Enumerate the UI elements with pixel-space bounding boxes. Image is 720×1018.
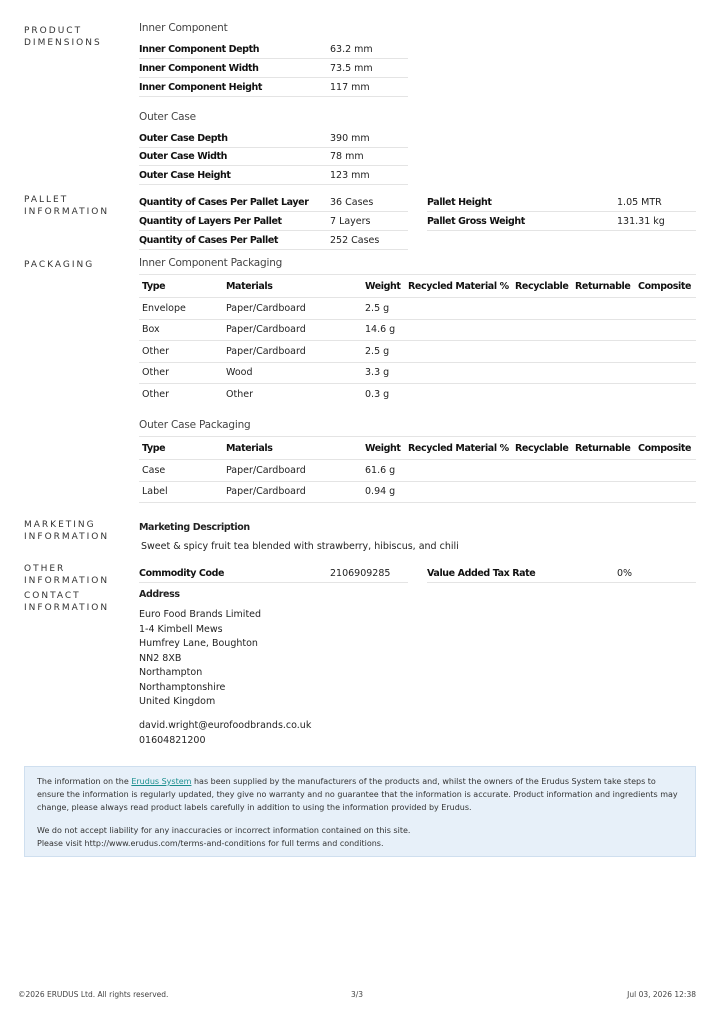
table-cell [512, 460, 572, 482]
table-cell: 61.6 g [362, 460, 405, 482]
table-cell: Label [139, 481, 223, 503]
pallet-row [139, 212, 408, 231]
dimension-label: Outer Case Height [139, 169, 231, 181]
table-row [139, 319, 696, 341]
table-row [139, 384, 696, 406]
table-row [139, 341, 696, 363]
column-header: Type [139, 275, 223, 298]
section-label-other-information: OTHER INFORMATION [24, 564, 110, 586]
table-cell [405, 384, 512, 406]
inner-component-heading: Inner Component [139, 22, 228, 34]
column-header: Recycled Material % [405, 437, 512, 460]
section-label-pallet-information: PALLET INFORMATION [24, 195, 110, 217]
dimension-label: Outer Case Depth [139, 132, 228, 144]
table-row [139, 481, 696, 503]
dimension-row [139, 166, 408, 185]
table-cell [635, 298, 696, 320]
table-cell: Wood [223, 362, 362, 384]
pallet-row [427, 193, 696, 212]
table-row [139, 460, 696, 482]
pallet-value: 1.05 MTR [617, 196, 662, 208]
column-header: Recyclable [512, 275, 572, 298]
table-row [139, 362, 696, 384]
table-cell [512, 481, 572, 503]
dimension-value: 117 mm [330, 81, 370, 93]
commodity-code-row [139, 564, 408, 583]
table-cell [405, 298, 512, 320]
pallet-value: 36 Cases [330, 196, 374, 208]
table-cell: Other [139, 362, 223, 384]
pallet-row [139, 231, 408, 250]
dimension-row [139, 40, 408, 59]
dimension-label: Inner Component Width [139, 62, 259, 74]
dimension-row [139, 129, 408, 148]
section-label-contact-information: CONTACT INFORMATION [24, 591, 110, 613]
dimension-label: Inner Component Depth [139, 43, 260, 55]
column-header: Weight [362, 275, 405, 298]
table-cell: Case [139, 460, 223, 482]
table-cell: 14.6 g [362, 319, 405, 341]
dimension-value: 63.2 mm [330, 43, 373, 55]
footer-page-number: 3/3 [351, 990, 364, 999]
table-cell [635, 460, 696, 482]
pallet-label: Quantity of Cases Per Pallet Layer [139, 196, 309, 208]
table-cell: Paper/Cardboard [223, 460, 362, 482]
column-header: Type [139, 437, 223, 460]
column-header: Weight [362, 437, 405, 460]
table-cell [572, 460, 635, 482]
table-cell: Envelope [139, 298, 223, 320]
table-cell: Paper/Cardboard [223, 319, 362, 341]
outer-packaging-heading: Outer Case Packaging [139, 419, 251, 431]
contact-phone: 01604821200 [139, 735, 206, 746]
dimension-value: 390 mm [330, 132, 370, 144]
section-label-product-dimensions: PRODUCT DIMENSIONS [24, 26, 102, 48]
pallet-label: Quantity of Cases Per Pallet [139, 234, 279, 246]
column-header: Recyclable [512, 437, 572, 460]
table-cell [635, 384, 696, 406]
commodity-code-value: 2106909285 [330, 567, 391, 579]
table-cell [405, 319, 512, 341]
inner-packaging-heading: Inner Component Packaging [139, 257, 283, 269]
table-cell: Other [139, 341, 223, 363]
dimension-label: Inner Component Height [139, 81, 262, 93]
disclaimer-notice [24, 766, 696, 857]
table-cell [635, 481, 696, 503]
pallet-value: 131.31 kg [617, 215, 665, 227]
column-header: Returnable [572, 437, 635, 460]
table-cell: Other [226, 389, 253, 400]
disclaimer-paragraph: The information on the Erudus System has been supplied by the manufacturers of the products and, whilst the owners of the Erudus System take steps to ensure the information is regularly updated, they give no warranty and no guarantee that the information is accurate. Product information and ingredients may change, please always read product labels carefully in addition to using the information provided by Erudus. [37, 777, 678, 812]
address-line: Humfrey Lane, Boughton [139, 638, 258, 649]
dimension-label: Outer Case Width [139, 150, 228, 162]
address-label: Address [139, 589, 180, 600]
erudus-system-link[interactable]: Erudus System [131, 777, 192, 786]
table-cell [635, 362, 696, 384]
column-header: Materials [223, 437, 362, 460]
dimension-row [139, 147, 408, 166]
dimension-value: 123 mm [330, 169, 370, 181]
section-label-packaging: PACKAGING [24, 260, 95, 270]
table-header-row [139, 275, 696, 298]
inner-packaging-table [139, 274, 696, 405]
table-cell: 0.3 g [365, 389, 390, 400]
table-cell: Paper/Cardboard [223, 341, 362, 363]
address-block [139, 608, 261, 710]
dimension-value: 73.5 mm [330, 62, 373, 74]
table-cell [405, 481, 512, 503]
table-cell [512, 341, 572, 363]
address-line: Euro Food Brands Limited [139, 609, 262, 620]
footer-date: Jul 03, 2026 12:38 [627, 990, 696, 999]
footer-copyright: ©2026 ERUDUS Ltd. All rights reserved. [18, 990, 169, 999]
pallet-label: Pallet Gross Weight [427, 215, 525, 227]
table-cell: Other [142, 389, 169, 400]
outer-packaging-table [139, 436, 696, 503]
outer-case-heading: Outer Case [139, 111, 196, 123]
address-line: 1-4 Kimbell Mews [139, 623, 223, 635]
table-cell [572, 481, 635, 503]
vat-rate-label: Value Added Tax Rate [427, 567, 536, 579]
table-cell [635, 319, 696, 341]
table-cell: Paper/Cardboard [223, 481, 362, 503]
dimension-row [139, 78, 408, 97]
table-cell [512, 298, 572, 320]
table-cell: 2.5 g [362, 298, 405, 320]
column-header: Materials [223, 275, 362, 298]
table-cell [635, 341, 696, 363]
column-header: Composite [635, 437, 696, 460]
address-line: NN2 8XB [139, 652, 182, 664]
column-header: Composite [635, 275, 696, 298]
pallet-row [139, 193, 408, 212]
table-cell [572, 341, 635, 363]
table-cell [572, 298, 635, 320]
pallet-value: 252 Cases [330, 234, 380, 246]
table-cell: 2.5 g [362, 341, 405, 363]
table-cell [512, 384, 572, 406]
table-cell [405, 341, 512, 363]
pallet-row [427, 212, 696, 231]
section-label-marketing-information: MARKETING INFORMATION [24, 520, 110, 542]
table-cell [405, 460, 512, 482]
marketing-description-label: Marketing Description [139, 522, 250, 533]
dimension-value: 78 mm [330, 150, 364, 162]
address-line: Northamptonshire [139, 681, 226, 693]
pallet-label: Quantity of Layers Per Pallet [139, 215, 282, 227]
liability-text: We do not accept liability for any inaccuracies or incorrect information contained on this site. [37, 826, 411, 835]
table-cell [512, 319, 572, 341]
address-line: Northampton [139, 667, 203, 678]
table-cell: Paper/Cardboard [223, 298, 362, 320]
dimension-row [139, 59, 408, 78]
vat-rate-row [427, 564, 696, 583]
table-cell [572, 319, 635, 341]
vat-rate-value: 0% [617, 567, 633, 579]
marketing-description-text: Sweet & spicy fruit tea blended with strawberry, hibiscus, and chili [141, 541, 459, 552]
column-header: Recycled Material % [405, 275, 512, 298]
table-cell [572, 362, 635, 384]
table-cell: 0.94 g [362, 481, 405, 503]
table-cell [572, 384, 635, 406]
address-line: United Kingdom [139, 696, 216, 707]
table-cell [512, 362, 572, 384]
commodity-code-label: Commodity Code [139, 567, 225, 579]
table-cell: Box [139, 319, 223, 341]
pallet-label: Pallet Height [427, 196, 492, 208]
table-header-row [139, 437, 696, 460]
table-cell: 3.3 g [362, 362, 405, 384]
terms-text: Please visit http://www.erudus.com/terms-and-conditions for full terms and conditions. [37, 839, 384, 848]
column-header: Returnable [572, 275, 635, 298]
table-row [139, 298, 696, 320]
table-cell [405, 362, 512, 384]
contact-email[interactable]: david.wright@eurofoodbrands.co.uk [139, 720, 312, 731]
pallet-value: 7 Layers [330, 215, 371, 227]
